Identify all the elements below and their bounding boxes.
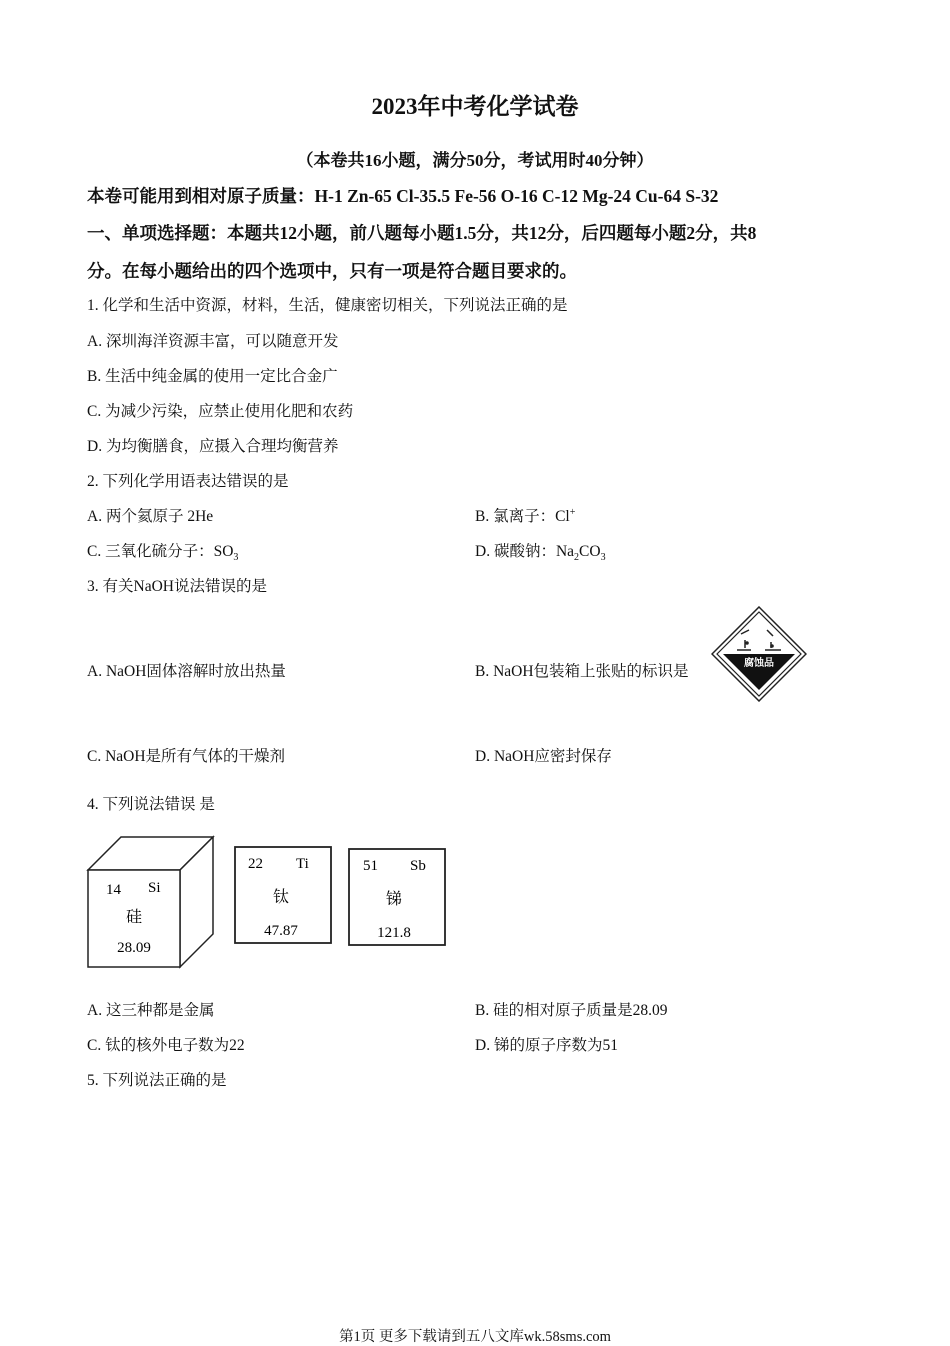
q4-option-c: C. 钛的核外电子数为22	[87, 1037, 245, 1054]
q2-option-b-text: B. 氯离子：Cl	[475, 508, 570, 525]
q3-option-d: D. NaOH应密封保存	[475, 748, 612, 765]
q4-stem: 4. 下列说法错误 是	[87, 796, 215, 813]
ti-atomic-number: 22	[248, 856, 263, 872]
element-card-sb	[349, 849, 445, 945]
section-header-line-1: 一、单项选择题：本题共12小题，前八题每小题1.5分，共12分，后四题每小题2分，共8	[87, 223, 757, 243]
q3-option-c: C. NaOH是所有气体的干燥剂	[87, 748, 286, 765]
q2-option-d-text-2: CO	[579, 543, 601, 560]
sb-mass: 121.8	[377, 925, 411, 941]
q2-option-d-text-1: D. 碳酸钠：Na	[475, 543, 575, 560]
q4-option-b: B. 硅的相对原子质量是28.09	[475, 1002, 668, 1019]
q2-option-c-subscript: 3	[233, 552, 239, 564]
hazard-label: 腐蚀品	[744, 658, 774, 669]
q2-option-b-charge: +	[569, 506, 576, 518]
q4-option-d: D. 锑的原子序数为51	[475, 1037, 618, 1054]
q1-option-a: A. 深圳海洋资源丰富，可以随意开发	[87, 333, 339, 350]
element-card-ti	[235, 847, 331, 943]
page-footer: 第1页 更多下载请到五八文库wk.58sms.com	[339, 1329, 611, 1345]
q1-option-d: D. 为均衡膳食，应摄入合理均衡营养	[87, 438, 339, 455]
q1-stem: 1. 化学和生活中资源，材料，生活，健康密切相关，下列说法正确的是	[87, 297, 568, 314]
ti-mass: 47.87	[264, 923, 298, 939]
si-atomic-number: 14	[106, 882, 121, 898]
exam-title: 2023年中考化学试卷	[371, 94, 579, 119]
si-mass: 28.09	[117, 940, 151, 956]
q3-option-a: A. NaOH固体溶解时放出热量	[87, 663, 286, 680]
q2-stem: 2. 下列化学用语表达错误的是	[87, 473, 289, 490]
q4-option-a: A. 这三种都是金属	[87, 1002, 215, 1019]
element-card-si	[88, 837, 213, 967]
sb-name: 锑	[385, 889, 403, 908]
q2-option-c	[87, 539, 238, 563]
si-name: 硅	[125, 907, 143, 926]
q2-option-c-text: C. 三氧化硫分子：SO	[87, 543, 234, 560]
section-header-line-2: 分。在每小题给出的四个选项中，只有一项是符合题目要求的。	[87, 261, 577, 281]
periodic-element-cards	[86, 835, 451, 970]
q2-option-d-subscript-2: 3	[600, 552, 606, 564]
q3-option-b: B. NaOH包装箱上张贴的标识是	[475, 663, 689, 680]
q5-stem: 5. 下列说法正确的是	[87, 1072, 227, 1089]
q1-option-b: B. 生活中纯金属的使用一定比合金广	[87, 368, 338, 385]
q2-option-d	[475, 539, 606, 563]
si-symbol: Si	[148, 880, 161, 896]
sb-symbol: Sb	[410, 858, 426, 874]
exam-subtitle: （本卷共16小题，满分50分，考试用时40分钟）	[296, 151, 654, 170]
q2-option-a: A. 两个氦原子 2He	[87, 508, 214, 525]
q2-option-d-subscript-1: 2	[574, 552, 580, 564]
q1-option-c: C. 为减少污染，应禁止使用化肥和农药	[87, 403, 354, 420]
ti-symbol: Ti	[296, 856, 309, 872]
atomic-mass-line: 本卷可能用到相对原子质量：H-1 Zn-65 Cl-35.5 Fe-56 O-16 C-12 Mg-24 Cu-64 S-32	[87, 186, 719, 206]
q2-option-b	[475, 504, 575, 526]
ti-name: 钛	[272, 887, 290, 906]
q3-stem: 3. 有关NaOH说法错误的是	[87, 578, 267, 595]
corrosive-hazard-icon	[711, 606, 807, 702]
sb-atomic-number: 51	[363, 858, 378, 874]
